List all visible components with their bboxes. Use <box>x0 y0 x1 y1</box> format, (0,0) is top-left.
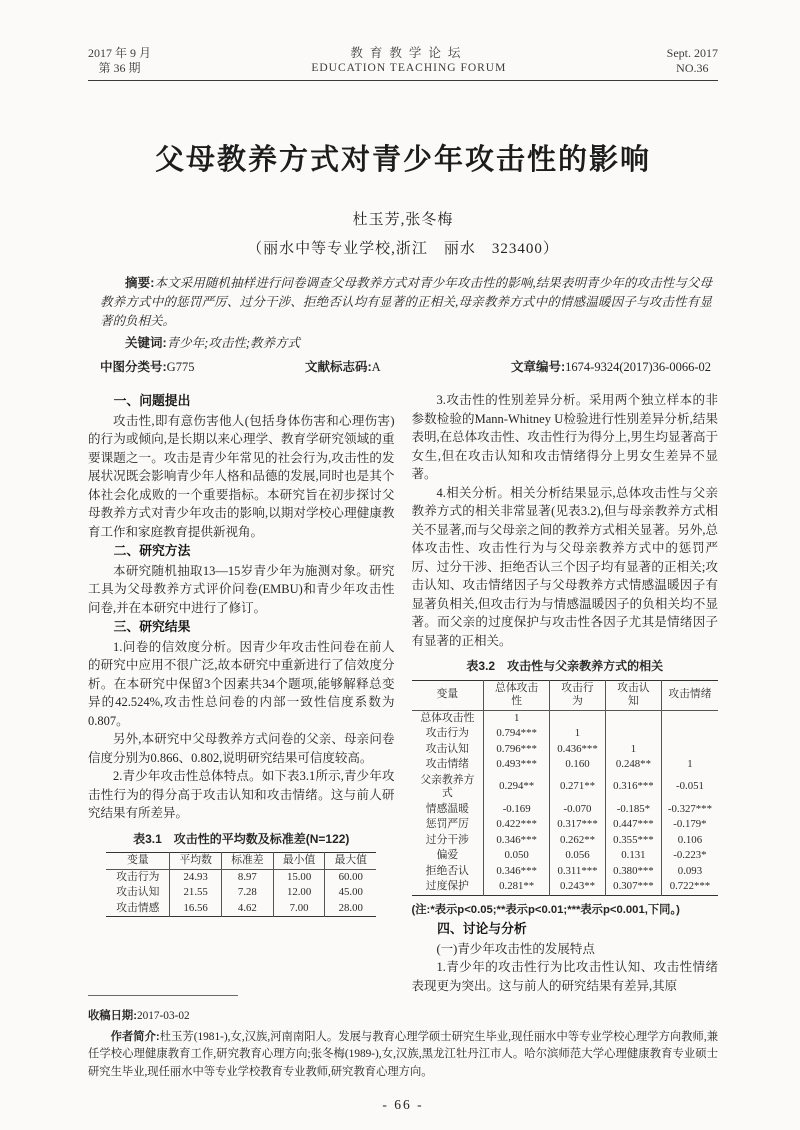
table-cell: 情感温暖 <box>425 802 469 815</box>
table-cell: 攻击行为 <box>425 727 469 739</box>
table-header-cell: 最小值 <box>273 853 325 870</box>
author-bio-text: 杜玉芳(1981-),女,汉族,河南南阳人。发展与教育心理学硕士研究生毕业,现任丽水中等专业学校心理学方向教师,兼任学校心理健康教育工作,研究教育心理方向;张冬梅(1989-),女,汉族,黑龙江牡丹江市人。哈尔滨师范大学心理健康教育专业硕士研究生毕业,现任丽水中等专业学校教育专业教师,研究教育心理方向。 <box>88 1030 718 1078</box>
table-row <box>412 802 719 818</box>
page-number: - 66 - <box>382 1097 424 1112</box>
table-cell: -0.169 <box>484 802 550 818</box>
footnote-area <box>88 995 718 1113</box>
table-cell: 攻击行为 <box>116 870 160 883</box>
table-cell: 0.493*** <box>484 757 550 773</box>
table-cell: 1 <box>484 710 550 726</box>
table-cell: 0.722*** <box>661 879 718 895</box>
table-row <box>106 901 376 917</box>
table-cell: 28.00 <box>325 901 376 917</box>
article-id-item <box>511 358 711 377</box>
table-cell: -0.223* <box>661 848 718 864</box>
table-3-2-caption: 表3.2 攻击性与父亲教养方式的相关 <box>466 659 664 673</box>
table-header-cell: 攻击情绪 <box>661 680 718 710</box>
table-cell: 0.436*** <box>550 742 606 758</box>
issue-number-cn: 第 36 期 <box>98 61 141 75</box>
table-cell: 总体攻击性 <box>420 711 475 724</box>
table-3-2 <box>412 680 719 896</box>
table-cell: 0.316*** <box>605 773 661 802</box>
table-cell: 0.281** <box>484 879 550 895</box>
table-row <box>412 864 719 880</box>
table-cell: 16.56 <box>170 901 222 917</box>
received-date-value: 2017-03-02 <box>136 1010 190 1022</box>
table-header-cell: 平均数 <box>170 853 222 870</box>
table-cell: 4.62 <box>222 901 274 917</box>
table-cell <box>550 710 606 726</box>
table-cell: 1 <box>605 742 661 758</box>
section-1-paragraph: 攻击性,即有意伤害他人(包括身体伤害和心理伤害)的行为或倾向,是长期以来心理学、教育学研究领域的重要课题之一。攻击是青少年常见的社会行为,攻击性的发展状况既会影响青少年人格和品德的发展,同时也是其个体社会化成败的一个重要指标。本研究旨在初步探讨父母教养方式对青少年攻击的影响,以期对学校心理健康教育工作和家庭教育提供新视角。 <box>88 413 395 539</box>
table-header-cell: 最大值 <box>325 853 376 870</box>
table-header-cell: 标准差 <box>222 853 274 870</box>
section-3-paragraph-3: 2.青少年攻击性总体特点。如下表3.1所示,青少年攻击性行为的得分高于攻击认知和攻击情绪。这与前人研究结果有所差异。 <box>88 769 395 820</box>
table-cell: 0.050 <box>484 848 550 864</box>
section-1-heading: 一、问题提出 <box>113 393 191 408</box>
table-cell: 0.262** <box>550 833 606 849</box>
table-header-row <box>106 853 376 870</box>
section-4-paragraph-1: 1.青少年的攻击性行为比攻击性认知、攻击性情绪表现更为突出。这与前人的研究结果有差异,其原 <box>411 960 718 993</box>
header-issue-info-en <box>667 46 718 76</box>
table-cell: 45.00 <box>325 885 376 901</box>
article-affiliation: （丽水中等专业学校,浙江 丽水 323400） <box>247 241 559 257</box>
section-3-paragraph-2: 另外,本研究中父母教养方式问卷的父亲、母亲问卷信度分别为0.866、0.802,说明研究结果可信度较高。 <box>88 732 395 765</box>
table-header-cell: 攻击行为 <box>550 680 606 710</box>
journal-name-en: EDUCATION TEACHING FORUM <box>311 62 507 74</box>
journal-name-cn: 教育教学论坛 <box>350 46 468 60</box>
section-2-heading: 二、研究方法 <box>113 543 191 558</box>
right-column <box>412 391 719 995</box>
received-date-line <box>88 1008 718 1026</box>
table-row <box>412 742 719 758</box>
table-cell: 0.248** <box>605 757 661 773</box>
table-cell: 攻击情感 <box>116 901 160 914</box>
journal-header <box>88 46 718 81</box>
table-cell: 0.794*** <box>484 726 550 742</box>
table-3-1 <box>106 852 376 917</box>
keywords-text: 青少年;攻击性;教养方式 <box>166 336 300 350</box>
issue-date-en: Sept. 2017 <box>666 46 718 60</box>
table-cell: 0.093 <box>661 864 718 880</box>
table-row <box>412 879 719 895</box>
keywords-label: 关键词: <box>125 336 167 350</box>
table-cell: 0.294** <box>484 773 550 802</box>
table-cell: 0.346*** <box>484 864 550 880</box>
table-cell: 1 <box>550 726 606 742</box>
table-row <box>412 817 719 833</box>
table-row <box>412 726 719 742</box>
table-cell: 0.355*** <box>605 833 661 849</box>
table-row <box>412 710 719 726</box>
section-3-paragraph-1: 1.问卷的信效度分析。因青少年攻击性问卷在前人的研究中应用不很广泛,故本研究中重新进行了信效度分析。在本研究中保留3个因素共34个题项,能够解释总变异的42.524%,攻击性总问卷的内部一致性信度系数为0.807。 <box>88 639 395 728</box>
table-3-2-note: (注:*表示p<0.05;**表示p<0.01;***表示p<0.001,下同。) <box>411 903 680 916</box>
table-header-cell: 变量 <box>412 680 484 710</box>
doc-code-item <box>305 358 425 377</box>
table-cell: 7.28 <box>222 885 274 901</box>
table-cell: 0.243** <box>550 879 606 895</box>
table-cell <box>661 726 718 742</box>
article-id-value: 1674-9324(2017)36-0066-02 <box>565 360 711 374</box>
table-cell: 攻击情绪 <box>425 758 469 770</box>
table-cell: 0.056 <box>550 848 606 864</box>
table-cell: 0.447*** <box>605 817 661 833</box>
abstract-label: 摘要: <box>125 276 155 290</box>
table-cell: 0.346*** <box>484 833 550 849</box>
table-cell: 偏爱 <box>436 849 459 861</box>
doc-code-label: 文献标志码: <box>305 360 372 374</box>
table-header-cell: 变量 <box>106 853 169 870</box>
abstract-paragraph <box>100 274 712 331</box>
section-3-heading: 三、研究结果 <box>113 619 191 634</box>
table-cell: 60.00 <box>325 869 376 885</box>
table-cell: -0.185* <box>605 802 661 818</box>
article-body <box>88 391 718 995</box>
article-authors: 杜玉芳,张冬梅 <box>352 212 454 228</box>
table-cell: 0.106 <box>661 833 718 849</box>
table-cell: 0.131 <box>605 848 661 864</box>
table-cell: 8.97 <box>222 869 274 885</box>
table-header-cell: 攻击认知 <box>605 680 661 710</box>
table-cell: 15.00 <box>273 869 325 885</box>
table-cell: 过度保护 <box>425 880 469 892</box>
clc-label: 中图分类号: <box>100 360 167 374</box>
table-cell: 攻击认知 <box>116 886 160 898</box>
article-title: 父母教养方式对青少年攻击性的影响 <box>154 144 651 176</box>
journal-name-block <box>311 46 506 76</box>
table-cell: 过分干涉 <box>425 833 469 846</box>
table-cell: 0.271** <box>550 773 606 802</box>
table-cell: 0.796*** <box>484 742 550 758</box>
section-3-paragraph-5: 4.相关分析。相关分析结果显示,总体攻击性与父亲教养方式的相关非常显著(见表3.2),但与母亲教养方式相关不显著,而与父母亲之间的教养方式相关显著。另外,总体攻击性、攻击性行为与父母亲教养方式中的惩罚严厉、过分干涉、拒绝否认三个因子均有显著的正相关;攻击认知、攻击情绪因子与父母教养方式情感温暖因子有显著负相关,但攻击行为与情感温暖因子的负相关均不显著。而父亲的过度保护与攻击性各因子尤其是情绪因子有显著的正相关。 <box>411 485 718 648</box>
left-column <box>88 391 395 995</box>
table-row <box>106 885 376 901</box>
table-cell: 攻击认知 <box>425 742 469 755</box>
table-cell <box>661 710 718 726</box>
table-cell: -0.051 <box>661 773 718 802</box>
table-cell: 0.311*** <box>550 864 606 880</box>
issue-date-cn: 2017 年 9 月 <box>88 46 152 60</box>
issue-number-en: NO.36 <box>676 61 709 75</box>
table-cell <box>605 726 661 742</box>
table-cell: 7.00 <box>273 901 325 917</box>
table-cell: 父亲教养方式 <box>420 773 475 799</box>
table-cell: 12.00 <box>273 885 325 901</box>
clc-item <box>100 358 305 377</box>
author-bio-label: 作者简介: <box>110 1030 160 1043</box>
table-header-row <box>412 680 719 710</box>
header-issue-info <box>88 46 151 76</box>
table-cell: 拒绝否认 <box>425 864 469 877</box>
table-cell: 24.93 <box>170 869 222 885</box>
table-cell: 惩罚严厉 <box>425 818 469 830</box>
article-meta <box>100 274 712 377</box>
table-cell: 21.55 <box>170 885 222 901</box>
section-2-paragraph: 本研究随机抽取13—15岁青少年为施测对象。研究工具为父母教养方式评价问卷(EMBU)和青少年攻击性问卷,并在本研究中进行了修订。 <box>88 563 395 615</box>
clc-value: G775 <box>166 360 195 374</box>
table-cell: 1 <box>661 757 718 773</box>
classification-line <box>100 358 712 377</box>
table-cell: 0.307*** <box>605 879 661 895</box>
section-3-paragraph-4: 3.攻击性的性别差异分析。采用两个独立样本的非参数检验的Mann-Whitney U检验进行性别差异分析,结果表明,在总体攻击性、攻击性行为得分上,男生均显著高于女生,但在攻击认知和攻击情绪得分上男女生差异不显著。 <box>411 393 718 481</box>
received-date-label: 收稿日期: <box>88 1010 137 1022</box>
table-row <box>412 757 719 773</box>
table-3-1-caption: 表3.1 攻击性的平均数及标准差(N=122) <box>133 831 350 846</box>
table-cell: 0.160 <box>550 757 606 773</box>
table-row <box>412 773 719 802</box>
table-cell: -0.070 <box>550 802 606 818</box>
author-bio-paragraph <box>88 1029 718 1082</box>
table-row <box>106 869 376 885</box>
doc-code-value: A <box>371 360 381 374</box>
table-cell <box>661 742 718 758</box>
table-cell: 0.380*** <box>605 864 661 880</box>
keywords-line <box>100 334 712 353</box>
section-4-heading: 四、讨论与分析 <box>437 921 527 936</box>
table-row <box>412 848 719 864</box>
article-id-label: 文章编号: <box>511 360 566 374</box>
table-cell <box>605 710 661 726</box>
table-row <box>412 833 719 849</box>
table-cell: -0.179* <box>661 817 718 833</box>
table-cell: -0.327*** <box>661 802 718 818</box>
table-cell: 0.422*** <box>484 817 550 833</box>
table-cell: 0.317*** <box>550 817 606 833</box>
section-4-subheading: (一)青少年攻击性的发展特点 <box>436 941 595 956</box>
footnote-divider <box>88 995 238 996</box>
table-header-cell: 总体攻击性 <box>484 680 550 710</box>
abstract-text: 本文采用随机抽样进行问卷调查父母教养方式对青少年攻击性的影响,结果表明青少年的攻击性与父母教养方式中的惩罚严厉、过分干涉、拒绝否认均有显著的正相关,母亲教养方式中的情感温暖因子与攻击性有显著的负相关。 <box>100 276 712 328</box>
